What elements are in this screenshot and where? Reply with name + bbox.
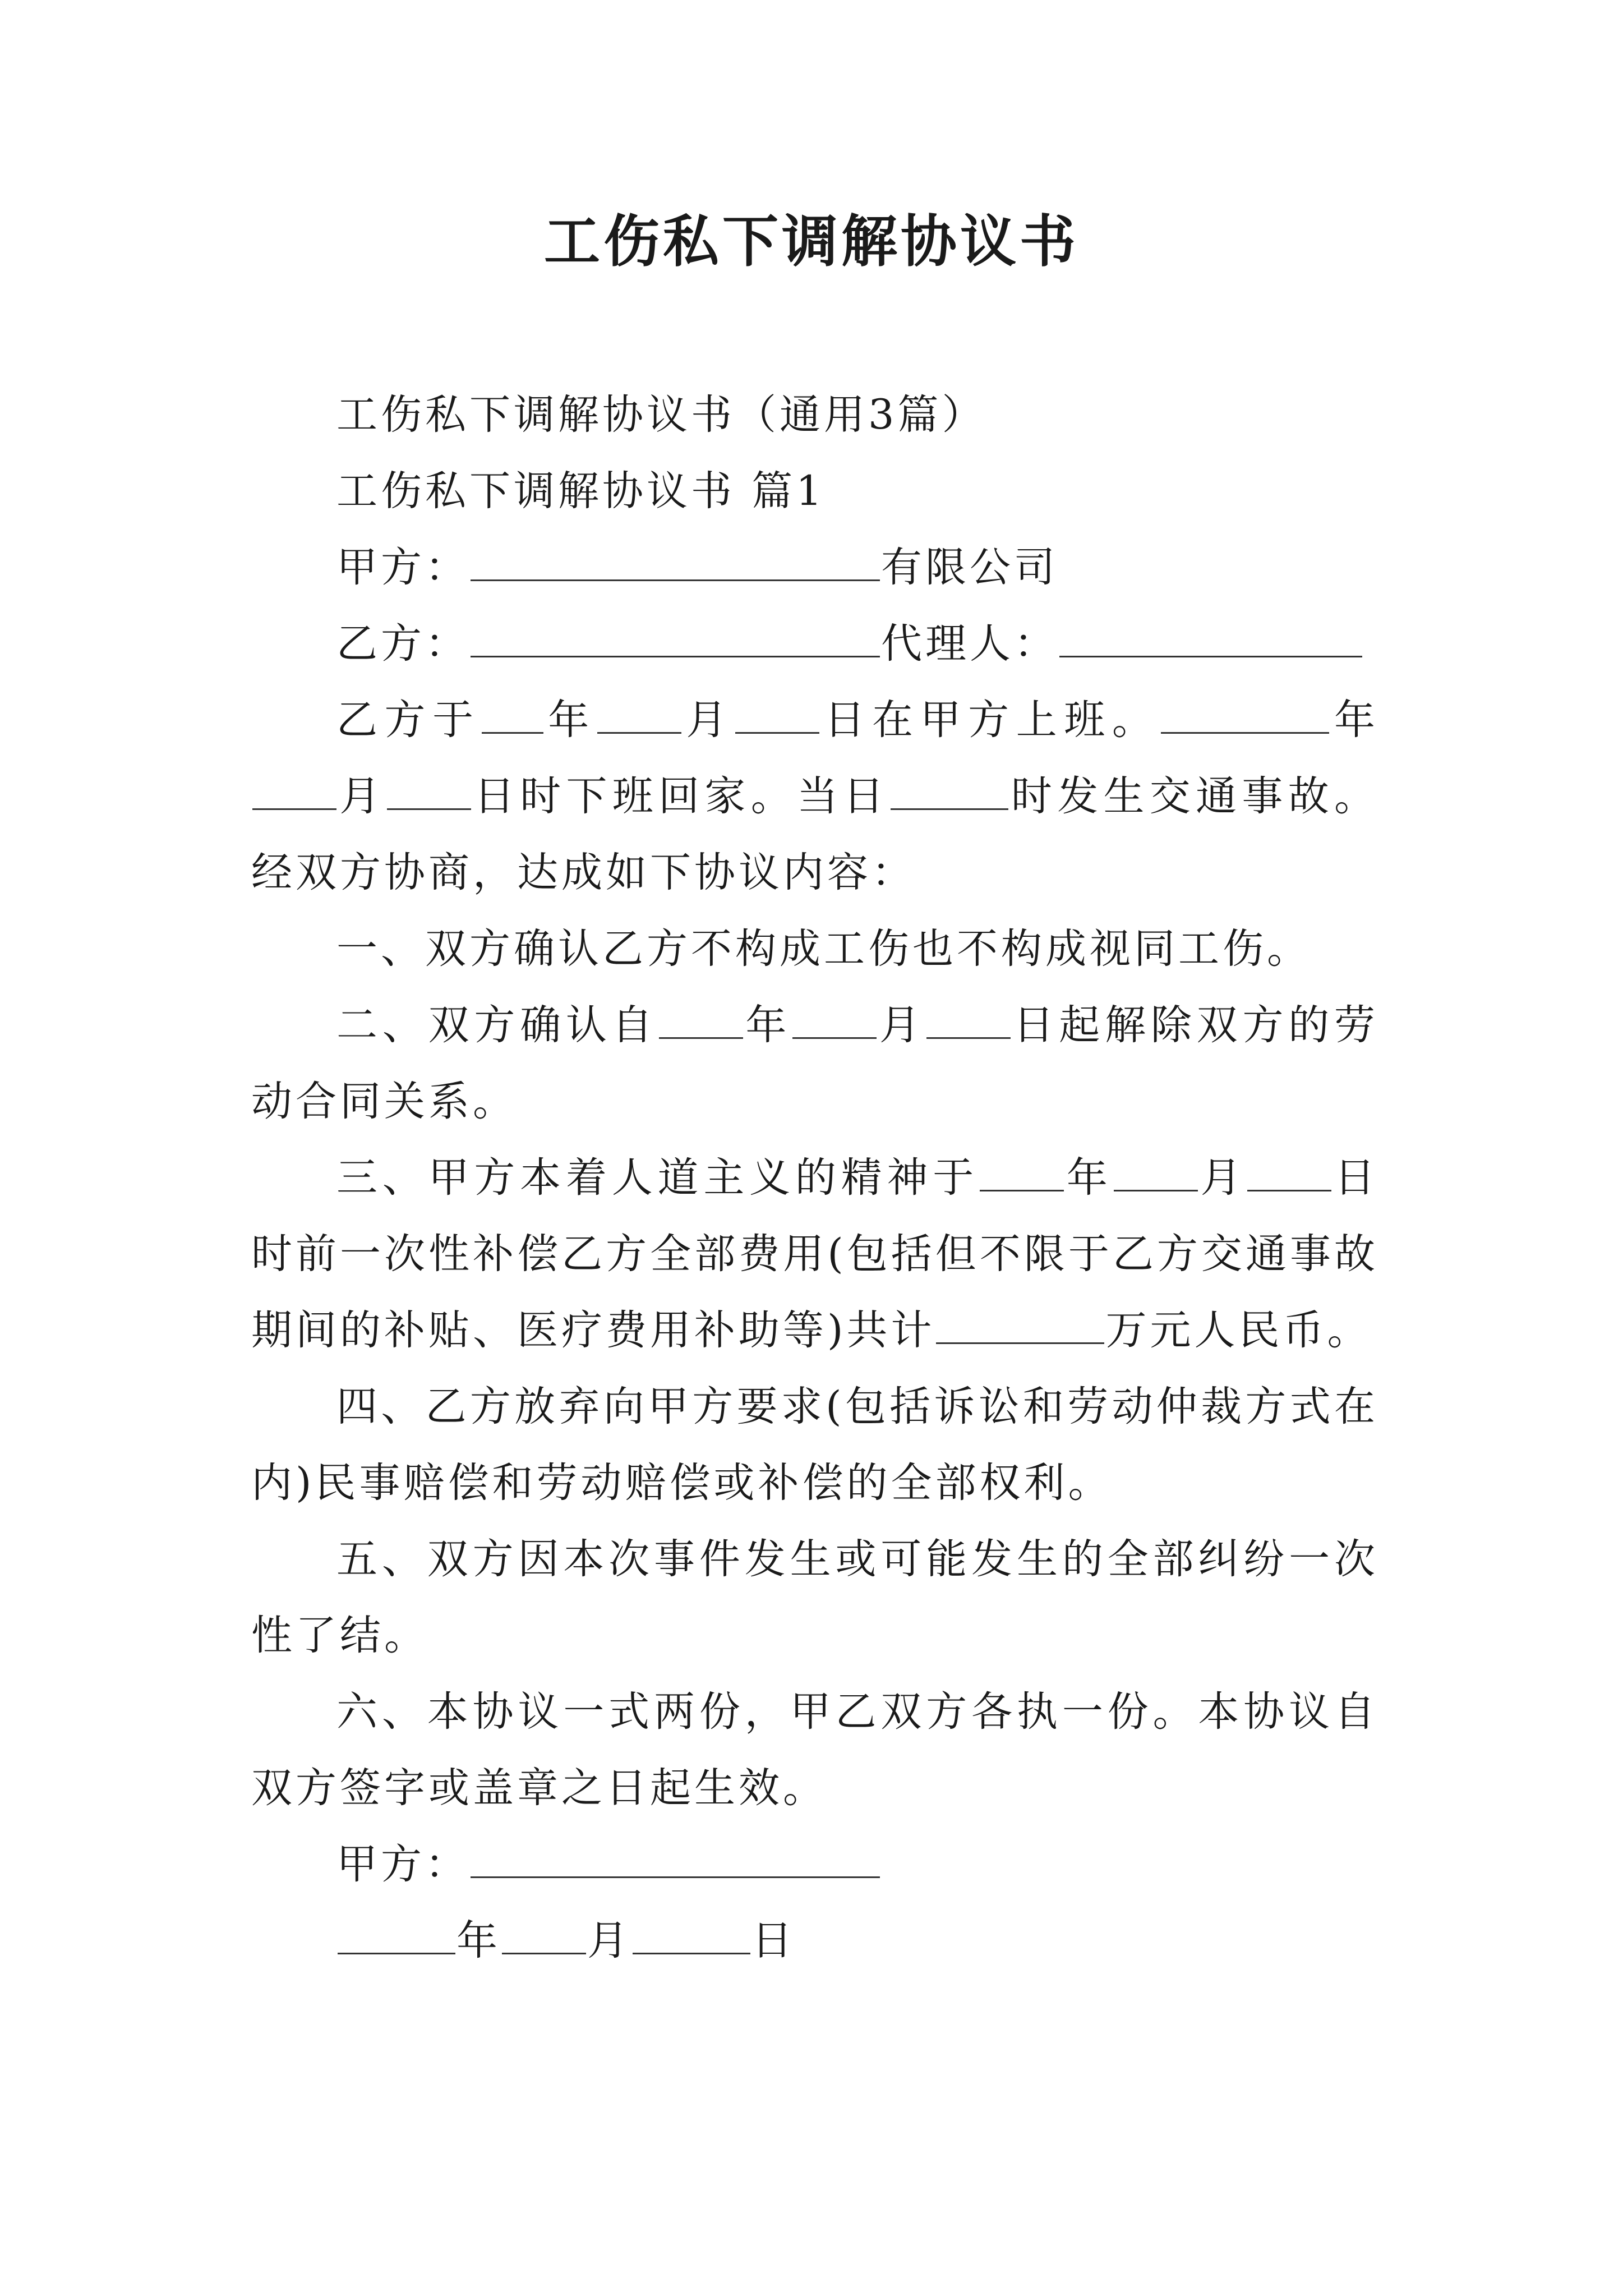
start-year-blank[interactable] <box>482 698 543 734</box>
party-b-name-blank[interactable] <box>471 622 880 657</box>
clause-1: 一、双方确认乙方不构成工伤也不构成视同工伤。 <box>336 925 1311 973</box>
payment-year-blank[interactable] <box>980 1156 1064 1191</box>
accident-month-blank[interactable] <box>252 775 336 810</box>
start-month-blank[interactable] <box>597 698 681 734</box>
sign-day-blank[interactable] <box>633 1919 750 1954</box>
signature-date-line: 年 月 日 <box>251 1903 1378 1979</box>
document-title: 工伤私下调解协议书 <box>544 208 1079 274</box>
accident-year-blank[interactable] <box>1161 698 1329 734</box>
clause-6: 六、本协议一式两份，甲乙双方各执一份。本协议自双方签字或盖章之日起生效。 <box>251 1688 1378 1812</box>
payment-amount-blank[interactable] <box>936 1309 1104 1344</box>
party-a-name-blank[interactable] <box>471 546 880 581</box>
agent-label: 代理人： <box>881 620 1058 668</box>
payment-day-blank[interactable] <box>1247 1156 1331 1191</box>
accident-day-blank[interactable] <box>387 775 471 810</box>
intro-paragraph: 乙方于 年 月 日在甲方上班。 年月 日时下班回家。当日 时发生交通事故。经双方协商，达成如下协议内容： <box>251 696 1379 896</box>
termination-year-blank[interactable] <box>659 1004 743 1039</box>
sign-year-blank[interactable] <box>338 1919 455 1954</box>
party-a-suffix: 有限公司 <box>881 544 1058 591</box>
party-b-label: 乙方： <box>336 620 469 668</box>
party-a-label: 甲方： <box>336 544 469 591</box>
accident-hour-blank[interactable] <box>891 775 1008 810</box>
clause-5: 五、双方因本次事件发生或可能发生的全部纠纷一次性了结。 <box>251 1535 1378 1659</box>
party-a-signature-blank[interactable] <box>471 1843 880 1878</box>
start-day-blank[interactable] <box>735 698 819 734</box>
document-body <box>251 377 1378 1979</box>
sign-month-blank[interactable] <box>502 1919 586 1954</box>
section-heading: 工伤私下调解协议书 篇1 <box>336 467 826 515</box>
document-subtitle: 工伤私下调解协议书（通用3篇） <box>336 391 986 439</box>
signature-party-a: 甲方： <box>251 1826 1378 1903</box>
party-b-line <box>251 606 1378 682</box>
agent-name-blank[interactable] <box>1059 622 1362 657</box>
clause-4: 四、乙方放弃向甲方要求(包括诉讼和劳动仲裁方式在内)民事赔偿和劳动赔偿或补偿的全部权利。 <box>251 1383 1378 1507</box>
clause-2: 二、双方确认自 年 月 日起解除双方的劳动合同关系。 <box>251 1001 1379 1125</box>
party-a-line <box>251 530 1378 606</box>
termination-month-blank[interactable] <box>792 1004 877 1039</box>
termination-day-blank[interactable] <box>926 1004 1011 1039</box>
payment-month-blank[interactable] <box>1114 1156 1198 1191</box>
clause-3: 三、甲方本着人道主义的精神于 年 月 日时前一次性补偿乙方全部费用(包括但不限于乙方交通事故期间的补贴、医疗费用补助等)共计 万元人民币。 <box>251 1154 1379 1354</box>
